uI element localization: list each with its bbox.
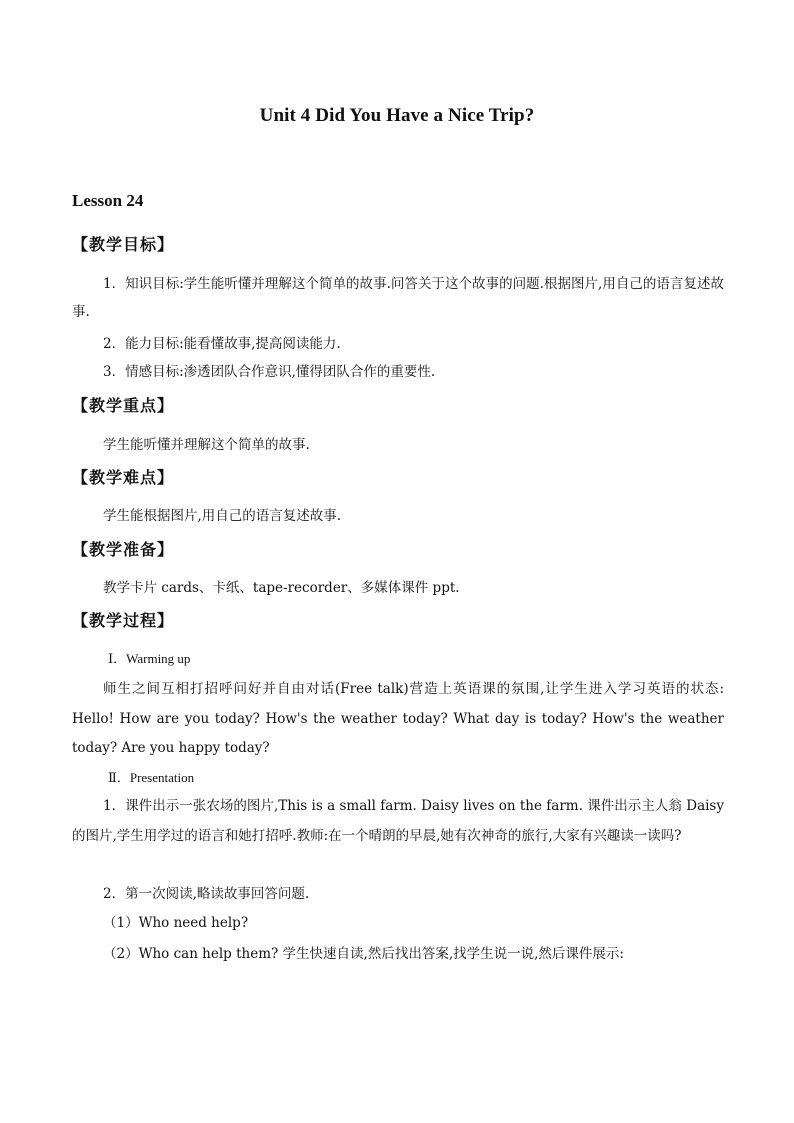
difficulties-text: 学生能根据图片,用自己的语言复述故事.: [103, 508, 342, 524]
heading-objectives: 【教学目标】: [72, 235, 175, 254]
section-presentation: Ⅱ．Presentation: [108, 770, 195, 785]
heading-preparation: 【教学准备】: [72, 540, 175, 559]
warming-up-text: 师生之间互相打招呼问好并自由对话(Free talk)营造上英语课的氛围,让学生进入学习英语的状态: Hello! How are you today? How's the weather today? What day is today? How's the weather today? Are you happy today?: [72, 681, 724, 756]
question-2: （2）Who can help them? 学生快速自读,然后找出答案,找学生说一说,然后课件展示:: [103, 946, 624, 962]
heading-difficulties: 【教学难点】: [72, 468, 175, 487]
presentation-step-2: 2．第一次阅读,略读故事回答问题.: [103, 886, 310, 902]
question-1: （1）Who need help?: [103, 915, 249, 931]
section-warming-up: Ⅰ．Warming up: [108, 651, 191, 666]
objective-1: 1．知识目标:学生能听懂并理解这个简单的故事.问答关于这个故事的问题.根据图片,用自己的语言复述故事.: [72, 276, 724, 320]
lesson-label: Lesson 24: [72, 191, 144, 210]
objective-3: 3．情感目标:渗透团队合作意识,懂得团队合作的重要性.: [103, 364, 436, 380]
presentation-step-1: 1．课件出示一张农场的图片,This is a small farm. Daisy lives on the farm. 课件出示主人翁 Daisy 的图片,学生用学过的语言和她打招呼.教师:在一个晴朗的早晨,她有次神奇的旅行,大家有兴趣读一读吗?: [72, 798, 724, 844]
key-points-text: 学生能听懂并理解这个简单的故事.: [103, 437, 310, 453]
page-title: Unit 4 Did You Have a Nice Trip?: [259, 105, 535, 126]
heading-key-points: 【教学重点】: [72, 396, 175, 415]
heading-process: 【教学过程】: [72, 611, 175, 630]
objective-2: 2．能力目标:能看懂故事,提高阅读能力.: [103, 336, 341, 352]
preparation-text: 教学卡片 cards、卡纸、tape-recorder、多媒体课件 ppt.: [103, 580, 460, 596]
